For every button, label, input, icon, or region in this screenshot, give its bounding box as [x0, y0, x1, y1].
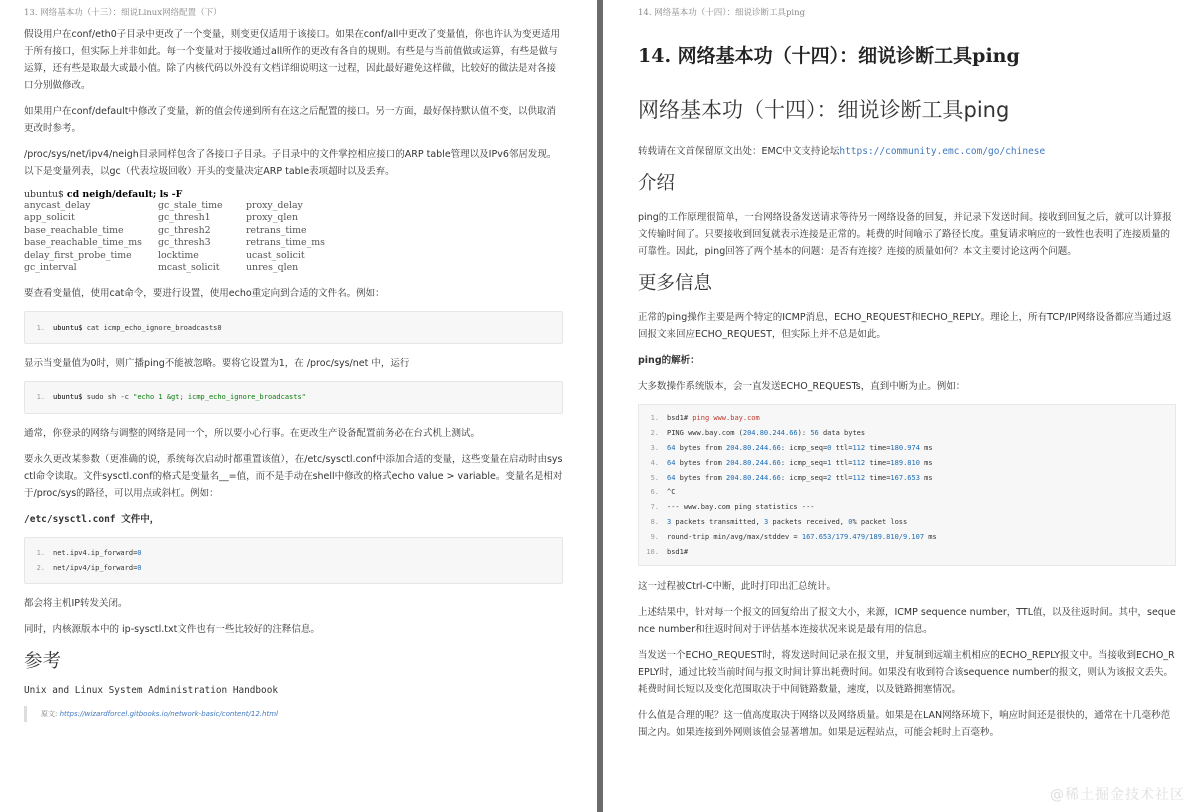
- ping-code-line: [639, 411, 1167, 426]
- ping-code-line: [639, 485, 1167, 500]
- paragraph-also: 同时，内核源版本中的 ip-sysctl.txt文件也有一些比较好的注释信息。: [24, 623, 320, 635]
- chapter-title: 14. 网络基本功（十四）：细说诊断工具ping: [638, 45, 1020, 67]
- code-block-sysctl: [24, 537, 563, 584]
- ping-output-text: --- www.bay.com ping statistics ---: [667, 503, 815, 512]
- ping-code-line: [639, 515, 1167, 530]
- paragraph-ip-forward-off: 都会将主机IP转发关闭。: [24, 597, 128, 609]
- line-number: 1.: [650, 414, 659, 423]
- ping-code-line: [639, 529, 1167, 544]
- ls-file-entry: anycast_delay: [24, 200, 91, 211]
- code-key: net.ipv4.ip_forward: [53, 548, 134, 557]
- paragraph-conf-eth0: 假设用户在conf/eth0子目录中更改了一个变量，则变更仅适用于该接口。如果在conf/all中更改了变量值，你也许认为变更适用于所有接口，但实际上并非如此。每一个变量对于接收通过all所作的更改有各自的规则。有些是与当前值做或运算，有些是做与运算，还有些是取最大或最小值。除了内核代码以外没有文档详细说明这一过程，因此最好避免这样做，比较好的做法是对各接口分别做修改。: [24, 29, 560, 91]
- line-number: 2.: [650, 429, 659, 438]
- paragraph-reasonable: 什么值是合理的呢？这一值高度取决于网络以及网络质量。如果是在LAN网络环境下，响应时间还是很快的，通常在十几毫秒范围之内。如果连接到外网则该值会显著增加。如果是远程站点，可能会耗时上百毫秒。: [638, 709, 1171, 738]
- line-number: 6.: [650, 488, 659, 497]
- paragraph-cat: 要查看变量值，使用cat命令，要进行设置，使用echo重定向到合适的文件名。例如：: [24, 288, 385, 300]
- code-block-cat: [24, 311, 563, 344]
- line-number: 3.: [650, 443, 659, 452]
- line-number: 8.: [650, 517, 659, 526]
- ls-file-entry: delay_first_probe_time: [24, 249, 132, 261]
- running-header: 13. 网络基本功（十三）：细说Linux网络配置（下）: [24, 8, 222, 18]
- ls-file-entry: proxy_delay: [246, 200, 303, 211]
- document-page-left: [0, 0, 597, 812]
- heading-more-info: 更多信息: [638, 273, 713, 294]
- ping-output-text: ^C: [667, 488, 676, 497]
- ls-prompt-line: [24, 189, 563, 200]
- ls-file-entry: gc_stale_time: [158, 200, 223, 211]
- ls-file-entry: locktime: [158, 249, 199, 261]
- ping-code-line: [639, 544, 1167, 559]
- code-prompt: ubuntu$: [53, 323, 83, 332]
- code-line: 2. net/ipv4/ip_forward = 0: [25, 560, 552, 575]
- code-line: 1. net.ipv4.ip_forward = 0: [25, 546, 552, 561]
- code-command: cat icmp_echo_ignore_broadcasts0: [86, 323, 222, 332]
- paragraph-file: /etc/sysctl.conf 文件中，: [24, 513, 160, 525]
- code-block-echo: [24, 381, 563, 414]
- ping-output-text: bsd1#: [667, 547, 689, 556]
- code-command: sudo sh -c: [86, 393, 129, 402]
- paragraph-usual: 通常，你登录的网络与调整的网络是同一个，所以要小心行事。在更改生产设备配置前务必在台式机上测试。: [24, 427, 481, 439]
- ls-file-entry: base_reachable_time_ms: [24, 237, 142, 249]
- ping-output-text: 64 bytes from 204.80.244.66: icmp_seq=0 ttl=112 time=180.974 ms: [667, 443, 933, 452]
- paragraph-ctrl-c: 这一过程被Ctrl-C中断，此时打印出汇总统计。: [638, 580, 836, 592]
- paragraph-send: 当发送一个ECHO_REQUEST时，将发送时间记录在报文里，并复制到远端主机相应的ECHO_REPLY报文中。当接收到ECHO_REPLY时，通过比较当前时间与报文时间计算出耗费时间。如果没有收到符合该sequence number的报文，则认为该报文丢失。耗费时间长短以及变化范围取决于中间链路数量，速度，以及链路拥塞情况。: [638, 649, 1175, 695]
- ls-file-entry: retrans_time: [246, 224, 307, 236]
- source-label: 原文:: [41, 709, 58, 718]
- code-line: [25, 320, 552, 335]
- ls-file-list: [24, 200, 563, 274]
- ping-code-line: [639, 470, 1167, 485]
- ping-output-text: bsd1# ping www.bay.com: [667, 414, 760, 423]
- paragraph-intro: ping的工作原理很简单，一台网络设备发送请求等待另一网络设备的回复，并记录下发送时间。接收到回复之后，就可以计算报文传输时间了。只要接收到回复就表示连接是正常的。耗费的时间喻示了路径长度。重复请求响应的一致性也表明了连接质量的可靠性。因此，ping回答了两个基本的问题：是否有连接？连接的质量如何？本文主要讨论这两个问题。: [638, 212, 1172, 257]
- ls-command: cd neigh/default; ls -F: [66, 189, 183, 200]
- ping-output-text: 3 packets transmitted, 3 packets received, 0% packet loss: [667, 517, 908, 526]
- code-string: "echo 1 &gt; icmp_echo_ignore_broadcasts": [133, 393, 306, 402]
- line-number: 9.: [650, 532, 659, 541]
- watermark: @稀土掘金技术社区: [1050, 787, 1185, 803]
- paragraph-result: 上述结果中，针对每一个报文的回复给出了报文大小，来源，ICMP sequence number，TTL值，以及往返时间。其中，sequence number和往返时间对于评估基本连接状况来说是最有用的信息。: [638, 606, 1176, 635]
- line-number: 1.: [36, 548, 45, 557]
- paragraph-zero: 显示当变量值为0时，则广播ping不能被忽略。要将它设置为1，在 /proc/sys/net 中，运行: [24, 358, 410, 370]
- ls-file-entry: unres_qlen: [246, 262, 299, 274]
- line-number: 7.: [650, 503, 659, 512]
- ls-file-entry: gc_thresh3: [158, 237, 211, 249]
- repost-link[interactable]: https://community.emc.com/go/chinese: [839, 146, 1046, 157]
- heading-references: 参考: [24, 650, 62, 672]
- ping-output-text: 64 bytes from 204.80.244.66: icmp_seq=2 ttl=112 time=167.653 ms: [667, 473, 933, 482]
- paragraph-parse: 大多数操作系统版本，会一直发送ECHO_REQUESTs，直到中断为止。例如：: [638, 381, 966, 392]
- code-line: [25, 390, 552, 405]
- ls-file-entry: retrans_time_ms: [246, 237, 325, 249]
- ls-file-entry: gc_thresh2: [158, 224, 211, 236]
- parse-label: ping的解析：: [638, 355, 700, 366]
- line-number: 10.: [646, 547, 659, 556]
- ls-prompt: ubuntu$: [24, 189, 64, 200]
- reference-book: Unix and Linux System Administration Handbook: [24, 684, 278, 696]
- paragraph-conf-default: 如果用户在conf/default中修改了变量，新的值会传递到所有在这之后配置的接口。另一方面，最好保持默认值不变，以供取消更改时参考。: [24, 106, 557, 134]
- ping-code-line: [639, 500, 1167, 515]
- heading-intro: 介绍: [638, 173, 676, 194]
- paragraph-permanent: 要永久更改某参数（更准确的说，系统每次启动时都重置该值），在/etc/sysctl.conf中添加合适的变量，这些变量在启动时由sysctl命令读取。文件sysctl.conf的格式是变量名__=值，而不是手动在shell中修改的格式echo value > variable。变量名是相对于/proc/sys的路径，可以用点或斜杠。例如：: [24, 453, 563, 499]
- ping-code-line: [639, 455, 1167, 470]
- code-key: net/ipv4/ip_forward: [53, 563, 134, 572]
- ls-file-entry: proxy_qlen: [246, 212, 298, 224]
- line-number: 1.: [36, 323, 45, 332]
- running-header: 14. 网络基本功（十四）：细说诊断工具ping: [638, 8, 806, 18]
- line-number: 5.: [650, 473, 659, 482]
- ping-output-text: PING www.bay.com (204.80.244.66): 56 data bytes: [667, 429, 866, 438]
- repost-text: 转载请在文首保留原文出处：EMC中文支持论坛: [638, 146, 840, 157]
- ping-code-block: [638, 404, 1176, 566]
- repost-notice: [638, 143, 1176, 160]
- ping-code-line: [639, 441, 1167, 456]
- ls-output-block: [24, 189, 563, 274]
- ls-file-entry: app_solicit: [24, 212, 75, 224]
- ls-file-entry: base_reachable_time: [24, 224, 124, 236]
- line-number: 1.: [36, 393, 45, 402]
- code-value: 0: [137, 548, 142, 557]
- line-number: 4.: [650, 458, 659, 467]
- paragraph-neigh: /proc/sys/net/ipv4/neigh目录同样包含了各接口子目录。子目录中的文件掌控相应接口的ARP table管理以及IPv6邻居发现。以下是变量列表，以gc（代表垃圾回收）开头的变量决定ARP table表项超时以及丢弃。: [24, 149, 557, 177]
- document-page-right: [603, 0, 1199, 812]
- code-prompt: ubuntu$: [53, 393, 83, 402]
- code-value: 0: [137, 563, 142, 572]
- ls-file-entry: gc_interval: [24, 262, 77, 274]
- ls-file-entry: ucast_solicit: [246, 249, 305, 261]
- ping-output-text: 64 bytes from 204.80.244.66: icmp_seq=1 ttl=112 time=189.810 ms: [667, 458, 933, 467]
- source-link[interactable]: https://wizardforcel.gitbooks.io/network-basic/content/12.html: [59, 709, 278, 718]
- source-quote: [24, 706, 563, 722]
- ls-file-entry: gc_thresh1: [158, 212, 211, 224]
- ping-output-text: round-trip min/avg/max/stddev = 167.653/179.479/189.810/9.107 ms: [667, 532, 937, 541]
- line-number: 2.: [36, 563, 45, 572]
- ls-file-entry: mcast_solicit: [158, 262, 220, 274]
- article-title: 网络基本功（十四）：细说诊断工具ping: [638, 98, 1010, 122]
- paragraph-more-info: 正常的ping操作主要是两个特定的ICMP消息，ECHO_REQUEST和ECHO_REPLY。理论上，所有TCP/IP网络设备都应当通过返回报文来回应ECHO_REQUEST，但实际上并不总是如此。: [638, 312, 1172, 340]
- ping-code-line: [639, 426, 1167, 441]
